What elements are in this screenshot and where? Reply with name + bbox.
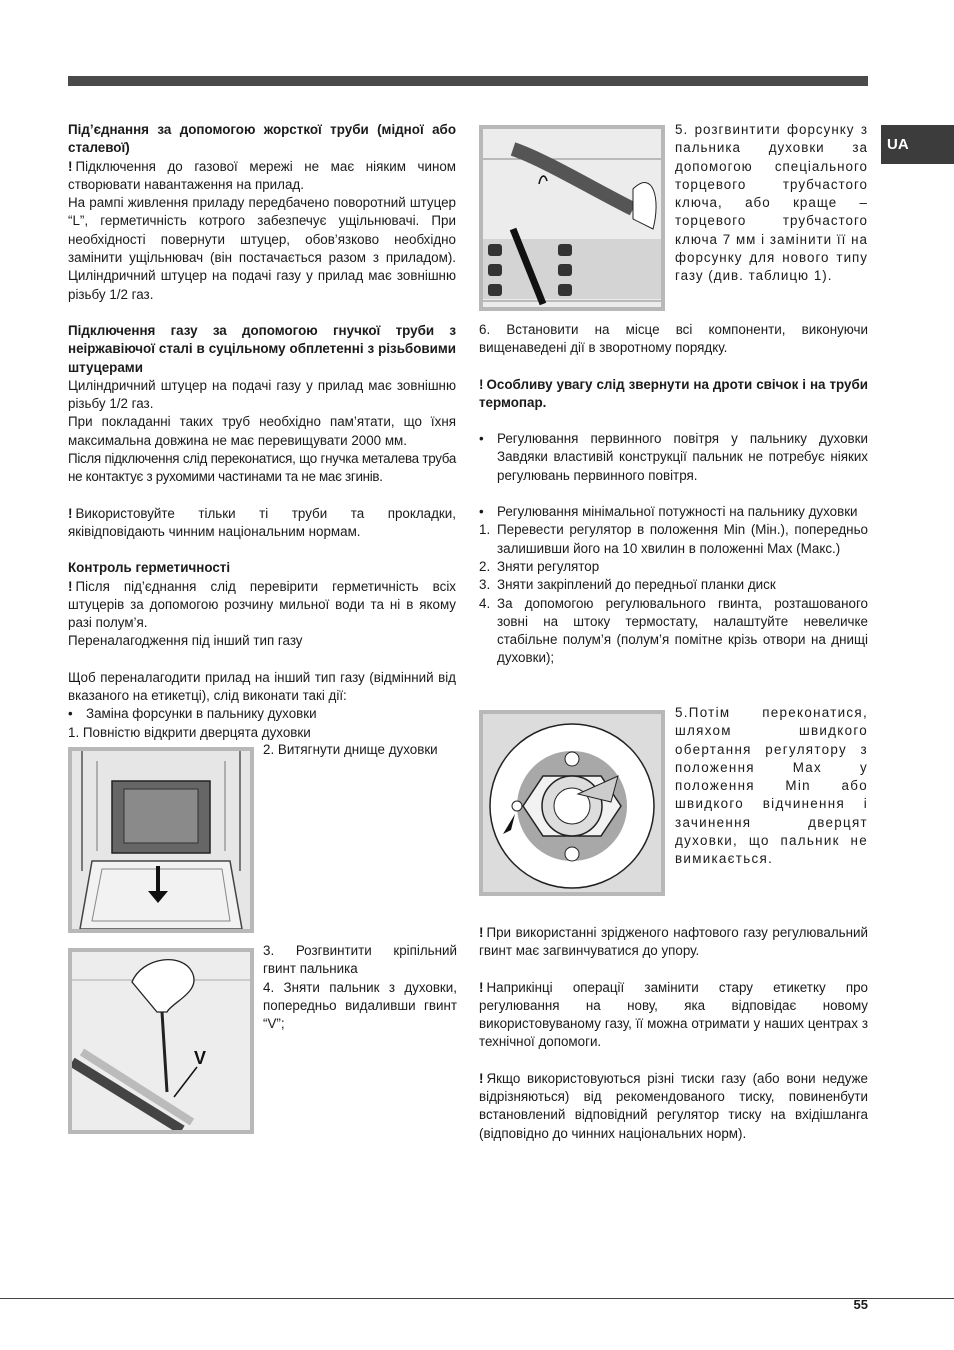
warning-paragraph: ! Особливу увагу слід звернути на дроти свічок і на труби термопар.	[479, 376, 868, 410]
paragraph: Після підключення слід переконатися, що гнучка металева труба не контактує з рухомими частинами та не має згинів.	[68, 451, 456, 485]
footer-rule	[0, 1298, 954, 1299]
warning-icon: !	[479, 376, 484, 392]
language-tab: UA	[881, 125, 954, 164]
warning-paragraph: ! При використанні зрідженого нафтового газу регулювальний гвинт має загвинчуватися до упору.	[479, 925, 868, 959]
warning-icon: !	[479, 1070, 484, 1086]
right-column	[479, 321, 868, 668]
list-item: 4. За допомогою регулювального гвинта, розташованого зовні на штоку термостату, налаштуйте невеличке стабільне полум’я (полум’я помітне крізь отвори на днищі духовки);	[479, 595, 868, 666]
list-item: • Регулювання мінімальної потужності на пальнику духовки	[479, 504, 858, 520]
warning-paragraph: ! Підключення до газової мережі не має ніяким чином створювати навантаження на прилад.	[68, 158, 456, 192]
right-column-warnings	[479, 924, 868, 1143]
warning-icon: !	[479, 925, 484, 940]
list-item: • Регулювання первинного повітря у пальнику духовки Завдяки властивій конструкції пальник не потребує ніяких регулювань первинного повітря.	[479, 431, 868, 483]
section-title-flexible-pipe: Підключення газу за допомогою гнучкої труби з неіржавіючої сталі в суцільному обплетенні з різьбовими штуцерами	[68, 322, 456, 375]
figure-thermostat-valve	[479, 710, 665, 896]
section-title-rigid-pipe: Під’єднання за допомогою жорсткої труби (мідної або сталевої)	[68, 122, 456, 156]
figure-caption: 3. Розгвинтити кріпільний гвинт пальника 4. Зняти пальник з духовки, попередньо видаливши гвинт “V”;	[263, 943, 457, 1032]
list-item: 1. Перевести регулятор в положення Min (Мін.), попередньо залишивши його на 10 хвилин в положенні Max (Макс.)	[479, 522, 868, 556]
paragraph: Переналагодження під інший тип газу	[68, 633, 303, 649]
warning-icon: !	[68, 578, 73, 594]
list-item: • Заміна форсунки в пальнику духовки	[68, 706, 317, 722]
figure-label-v: V	[194, 1048, 207, 1068]
list-item: 1. Повністю відкрити дверцята духовки	[68, 724, 311, 740]
paragraph: Щоб переналагодити прилад на інший тип газу (відмінний від вказаного на етикетці), слід виконати такі дії:	[68, 669, 456, 704]
list-item: 6. Встановити на місце всі компоненти, виконуючи вищенаведені дії в зворотному порядку.	[479, 322, 868, 356]
warning-paragraph: ! Наприкінці операції замінити стару етикетку про регулювання на нову, яка відповідає новому використовуваному газу, її можна отримати у наших центрах з технічної допомоги.	[479, 979, 868, 1050]
list-item: 2. Зняти регулятор	[479, 558, 600, 574]
figure-caption: 5. розгвинтити форсунку з пальника духовки за допомогою спеціального торцевого трубчастого ключа, або краще – торцевого трубчастого ключа 7 мм і замінити її на форсунку для нового типу газу (див. таблицю 1).	[675, 122, 868, 284]
figure-caption: 2. Витягнути днище духовки	[263, 742, 438, 757]
figure-caption: 5.Потім переконатися, шляхом швидкого обертання регулятору з положення Max у положення Min або швидкого відчинення і зачинення дверцят духовки, що пальник не вимикається.	[675, 705, 868, 867]
warning-paragraph: ! Використовуйте тільки ті труби та прокладки, яківідповідають чинним національним нормам.	[68, 505, 456, 539]
figure-injector-wrench	[479, 125, 665, 311]
warning-icon: !	[479, 979, 484, 995]
paragraph: При покладанні таких труб необхідно пам’ятати, що їхня максимальна довжина не має перевищувати 2000 мм.	[68, 414, 456, 448]
list-item: 3. Зняти закріплений до передньої планки диск	[479, 577, 776, 593]
paragraph: На рампі живлення приладу передбачено поворотний штуцер “L”, герметичність котрого забезпечує ущільнювачі. При необхідності повернути штуцер, обов’язково необхідно замінити ущільнювач (він постачається разом з приладом). Циліндричний штуцер на подачі газу у прилад має зовнішню різьбу 1/2 газ.	[68, 195, 456, 302]
warning-paragraph: ! Якщо використовуються різні тиски газу (або вони недуже відрізняються) від рекомендованого тиску, повиненбути встановлений відповідний регулятор тиску на вхідішланга (відповідно до чинних національних норм).	[479, 1070, 868, 1141]
figure-oven-floor	[68, 747, 254, 933]
warning-icon: !	[68, 505, 73, 521]
page-number: 55	[853, 1297, 868, 1312]
header-rule	[68, 76, 868, 86]
warning-paragraph: ! Після під’єднання слід перевірити герметичність всіх штуцерів за допомогою розчину мильної води та ні в якому разі полум’я.	[68, 578, 456, 631]
section-title-leak-check: Контроль герметичності	[68, 560, 231, 576]
left-column	[68, 121, 456, 742]
warning-icon: !	[68, 158, 73, 174]
paragraph: Циліндричний штуцер на подачі газу у прилад має зовнішню різьбу 1/2 газ.	[68, 377, 456, 412]
figure-burner-screw	[68, 948, 254, 1134]
